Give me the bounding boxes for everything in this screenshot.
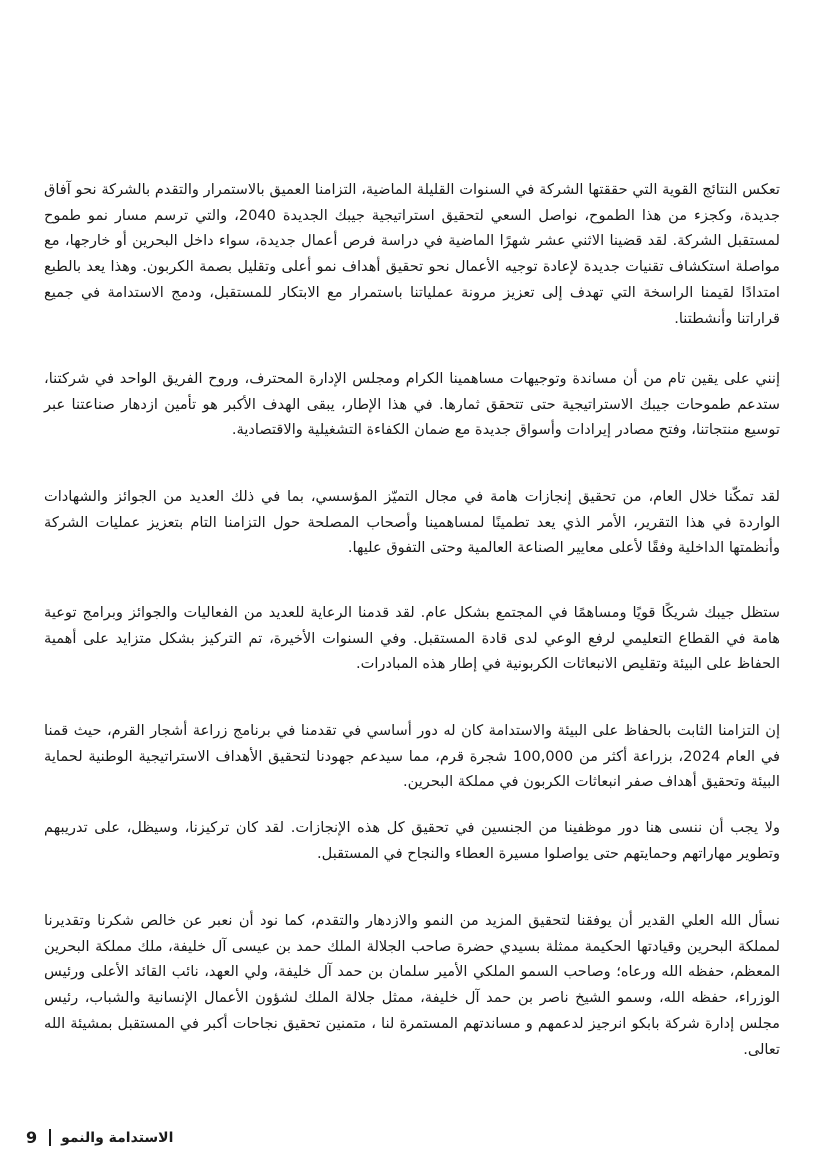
footer-divider — [49, 1129, 51, 1146]
paragraph-employees: ولا يجب أن ننسى هنا دور موظفينا من الجنسين في تحقيق كل هذه الإنجازات. لقد كان تركيزنا، وسيظل، على تدريبهم وتطوير مهاراتهم وحمايتهم حتى يواصلوا مسيرة العطاء والنجاح في المستقبل. — [44, 819, 780, 862]
paragraph-gratitude: نسأل الله العلي القدير أن يوفقنا لتحقيق المزيد من النمو والازدهار والتقدم، كما نود أن نعبر عن خالص شكرنا وتقديرنا لمملكة البحرين وقيادتها الحكيمة ممثلة بسيدي حضرة صاحب الجلالة الملك حمد بن عيسى آل خليفة، ملك مملكة البحرين المعظم، حفظه الله ورعاه؛ وصاحب السمو الملكي الأمير سلمان بن حمد آل خليفة، ولي العهد، نائب القائد الأعلى ورئيس الوزراء، حفظه الله، وسمو الشيخ ناصر بن حمد آل خليفة، ممثل جلالة الملك لشؤون الأعمال الإنسانية والشباب، رئيس مجلس إدارة شركة بابكو انرجيز لدعمهم و مساندتهم المستمرة لنا ، متمنين تحقيق نجاحات أكبر في المستقبل بمشيئة الله تعالى. — [44, 912, 780, 1058]
paragraph-institutional-excellence: لقد تمكّنا خلال العام، من تحقيق إنجازات هامة في مجال التميّز المؤسسي، بما في ذلك العديد من الجوائز والشهادات الواردة في هذا التقرير، الأمر الذي يعد تطمينًا لمساهمينا وأصحاب المصلحة حول التزامنا التام بتعزيز عمليات الشركة وأنظمتها الداخلية وفقًا لأعلى معايير الصناعة العالمية وحتى التفوق عليها. — [44, 488, 780, 557]
page-footer — [26, 1128, 173, 1147]
paragraph-mangrove-program: إن التزامنا الثابت بالحفاظ على البيئة والاستدامة كان له دور أساسي في تقدمنا في برنامج زراعة أشجار القرم، حيث قمنا في العام 2024، بزراعة أكثر من 100,000 شجرة قرم، مما سيدعم جهودنا لتحقيق الأهداف الاستراتيجية الوطنية لحماية البيئة وتحقيق أهداف صفر انبعاثات الكربون في مملكة البحرين. — [44, 722, 780, 791]
page-number: 9 — [26, 1128, 38, 1147]
paragraph-community-partner: ستظل جيبك شريكًا قويًا ومساهمًا في المجتمع بشكل عام. لقد قدمنا الرعاية للعديد من الفعاليات والجوائز وبرامج توعية هامة في القطاع التعليمي لرفع الوعي لدى قادة المستقبل. وفي السنوات الأخيرة، تم التركيز بشكل متزايد على أهمية الحفاظ على البيئة وتقليص الانبعاثات الكربونية في إطار هذه المبادرات. — [44, 604, 780, 673]
paragraph-shareholders-support: إنني على يقين تام من أن مساندة وتوجيهات مساهمينا الكرام ومجلس الإدارة المحترف، وروح الفريق الواحد في شركتنا، ستدعم طموحات جيبك الاستراتيجية حتى تتحقق ثمارها. في هذا الإطار، يبقى الهدف الأكبر هو تأمين ازدهار صناعتنا عبر توسيع منتجاتنا، وفتح مصادر إيرادات وأسواق جديدة مع ضمان الكفاءة التشغيلية والاقتصادية. — [44, 370, 780, 439]
running-title: الاستدامة والنمو — [61, 1129, 174, 1146]
paragraph-strategy-2040: تعكس النتائج القوية التي حققتها الشركة في السنوات القليلة الماضية، التزامنا العميق بالاستمرار والتقدم بالشركة نحو آفاق جديدة، وكجزء من هذا الطموح، نواصل السعي لتحقيق استراتيجية جيبك الجديدة 2040، والتي ترسم مسار نمو طموح لمستقبل الشركة. لقد قضينا الاثني عشر شهرًا الماضية في دراسة فرص أعمال جديدة، سواء داخل البحرين أو خارجها، مع مواصلة استكشاف تقنيات جديدة لإعادة توجيه الأعمال نحو تحقيق أهداف نمو أعلى وتقليل بصمة الكربون. وهذا يعد بالطبع امتدادًا لقيمنا الراسخة التي تهدف إلى تعزيز مرونة عملياتنا باستمرار مع الابتكار للمستقبل، ودمج الاستدامة في جميع قراراتنا وأنشطتنا. — [44, 181, 780, 327]
